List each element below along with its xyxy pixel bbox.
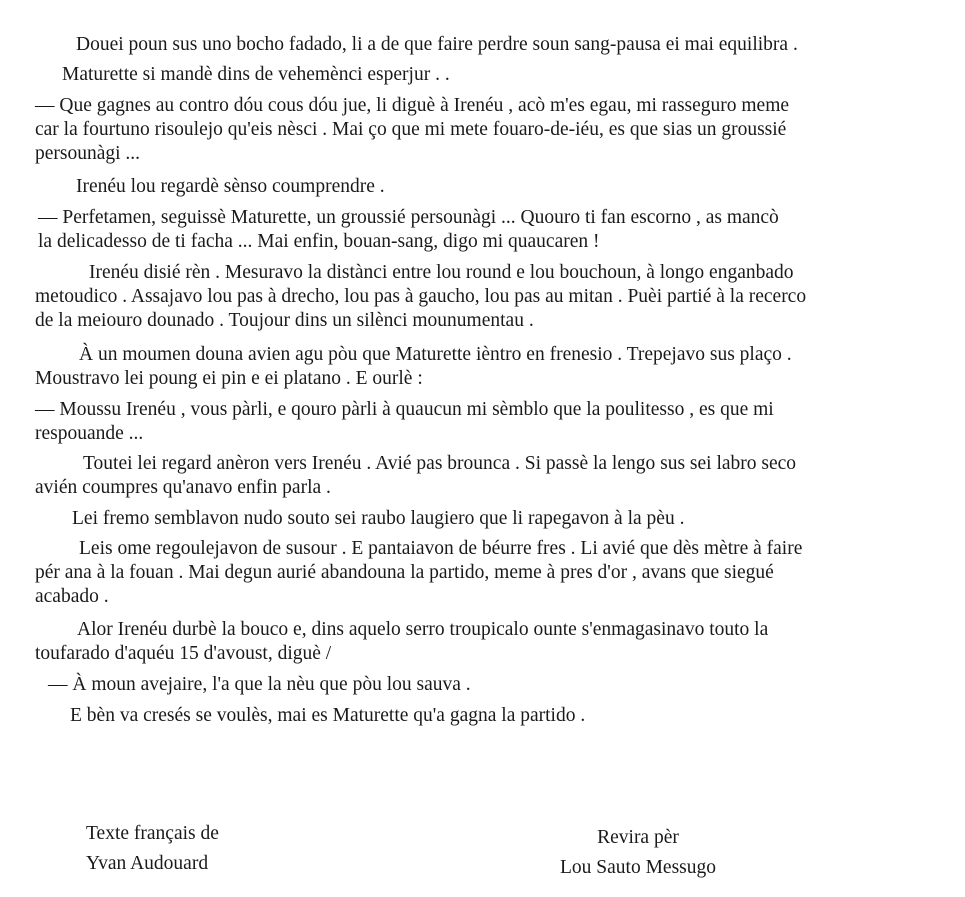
- text-line: persounàgi ...: [35, 143, 141, 164]
- text-line: metoudico . Assajavo lou pas à drecho, lou pas à gaucho, lou pas au mitan . Puèi partié à la recerco: [35, 286, 807, 307]
- text-line: Toutei lei regard anèron vers Irenéu . Avié pas brounca . Si passè la lengo sus sei labro seco: [83, 453, 797, 474]
- text-line: — Que gagnes au contro dóu cous dóu jue, li diguè à Irenéu , acò m'es egau, mi rasseguro meme: [35, 95, 790, 116]
- text-line: Leis ome regoulejavon de susour . E pantaiavon de béurre fres . Li avié que dès mètre à faire: [79, 538, 803, 559]
- text-line: E bèn va cresés se voulès, mai es Maturette qu'a gagna la partido .: [70, 705, 586, 726]
- text-line: acabado .: [35, 586, 109, 607]
- signature-right-line2: Lou Sauto Messugo: [560, 857, 716, 878]
- paragraph-7: [35, 343, 913, 391]
- paragraph-6: [35, 261, 913, 333]
- text-line: Alor Irenéu durbè la bouco e, dins aquelo serro troupicalo ounte s'enmagasinavo touto la: [77, 619, 769, 640]
- text-line: Irenéu disié rèn . Mesuravo la distànci entre lou round e lou bouchoun, à longo enganbado: [89, 262, 794, 283]
- paragraph-9: [35, 452, 913, 500]
- paragraph-11: [35, 537, 913, 609]
- paragraph-4: [76, 175, 956, 199]
- paragraph-1: [76, 33, 896, 57]
- text-line: Maturette si mandè dins de vehemènci esperjur . .: [62, 64, 450, 85]
- signature-left: [86, 819, 219, 879]
- text-line: car la fourtuno risoulejo qu'eis nèsci . Mai ço que mi mete fouaro-de-iéu, es que sias un groussié: [35, 119, 787, 140]
- paragraph-3: [35, 94, 913, 166]
- signature-right-line1: Revira pèr: [597, 827, 679, 848]
- paragraph-5: [38, 206, 913, 254]
- text-line: la delicadesso de ti facha ... Mai enfin, bouan-sang, digo mi quaucaren !: [38, 231, 600, 252]
- paragraph-10: [72, 507, 952, 531]
- signature-right: [560, 823, 716, 883]
- text-line: — Perfetamen, seguissè Maturette, un groussié persounàgi ... Quouro ti fan escorno , as mancò: [38, 207, 779, 228]
- text-line: Moustravo lei poung ei pin e ei platano . E ourlè :: [35, 368, 423, 389]
- text-line: Irenéu lou regardè sènso coumprendre .: [76, 176, 385, 197]
- text-line: Douei poun sus uno bocho fadado, li a de que faire perdre soun sang-pausa ei mai equilibra .: [76, 34, 798, 55]
- text-line: Lei fremo semblavon nudo souto sei raubo laugiero que li rapegavon à la pèu .: [72, 508, 685, 529]
- text-line: — Moussu Irenéu , vous pàrli, e qouro pàrli à quaucun mi sèmblo que la poulitesso , es que mi: [35, 399, 774, 420]
- text-line: avién coumpres qu'anavo enfin parla .: [35, 477, 331, 498]
- text-line: À un moumen douna avien agu pòu que Maturette ièntro en frenesio . Trepejavo sus plaço .: [79, 344, 792, 365]
- text-line: respouande ...: [35, 423, 144, 444]
- paragraph-12: [35, 618, 913, 666]
- text-line: toufarado d'aquéu 15 d'avoust, diguè /: [35, 643, 332, 664]
- signature-left-line2: Yvan Audouard: [86, 853, 209, 874]
- text-line: pér ana à la fouan . Mai degun aurié abandouna la partido, meme à pres d'or , avans que siegué: [35, 562, 774, 583]
- paragraph-14: [70, 704, 950, 728]
- paragraph-8: [35, 398, 913, 446]
- text-line: de la meiouro dounado . Toujour dins un silènci mounumentau .: [35, 310, 534, 331]
- signature-left-line1: Texte français de: [86, 823, 219, 844]
- paragraph-13: [48, 673, 928, 697]
- paragraph-2: [62, 63, 942, 87]
- text-line: — À moun avejaire, l'a que la nèu que pòu lou sauva .: [48, 674, 471, 695]
